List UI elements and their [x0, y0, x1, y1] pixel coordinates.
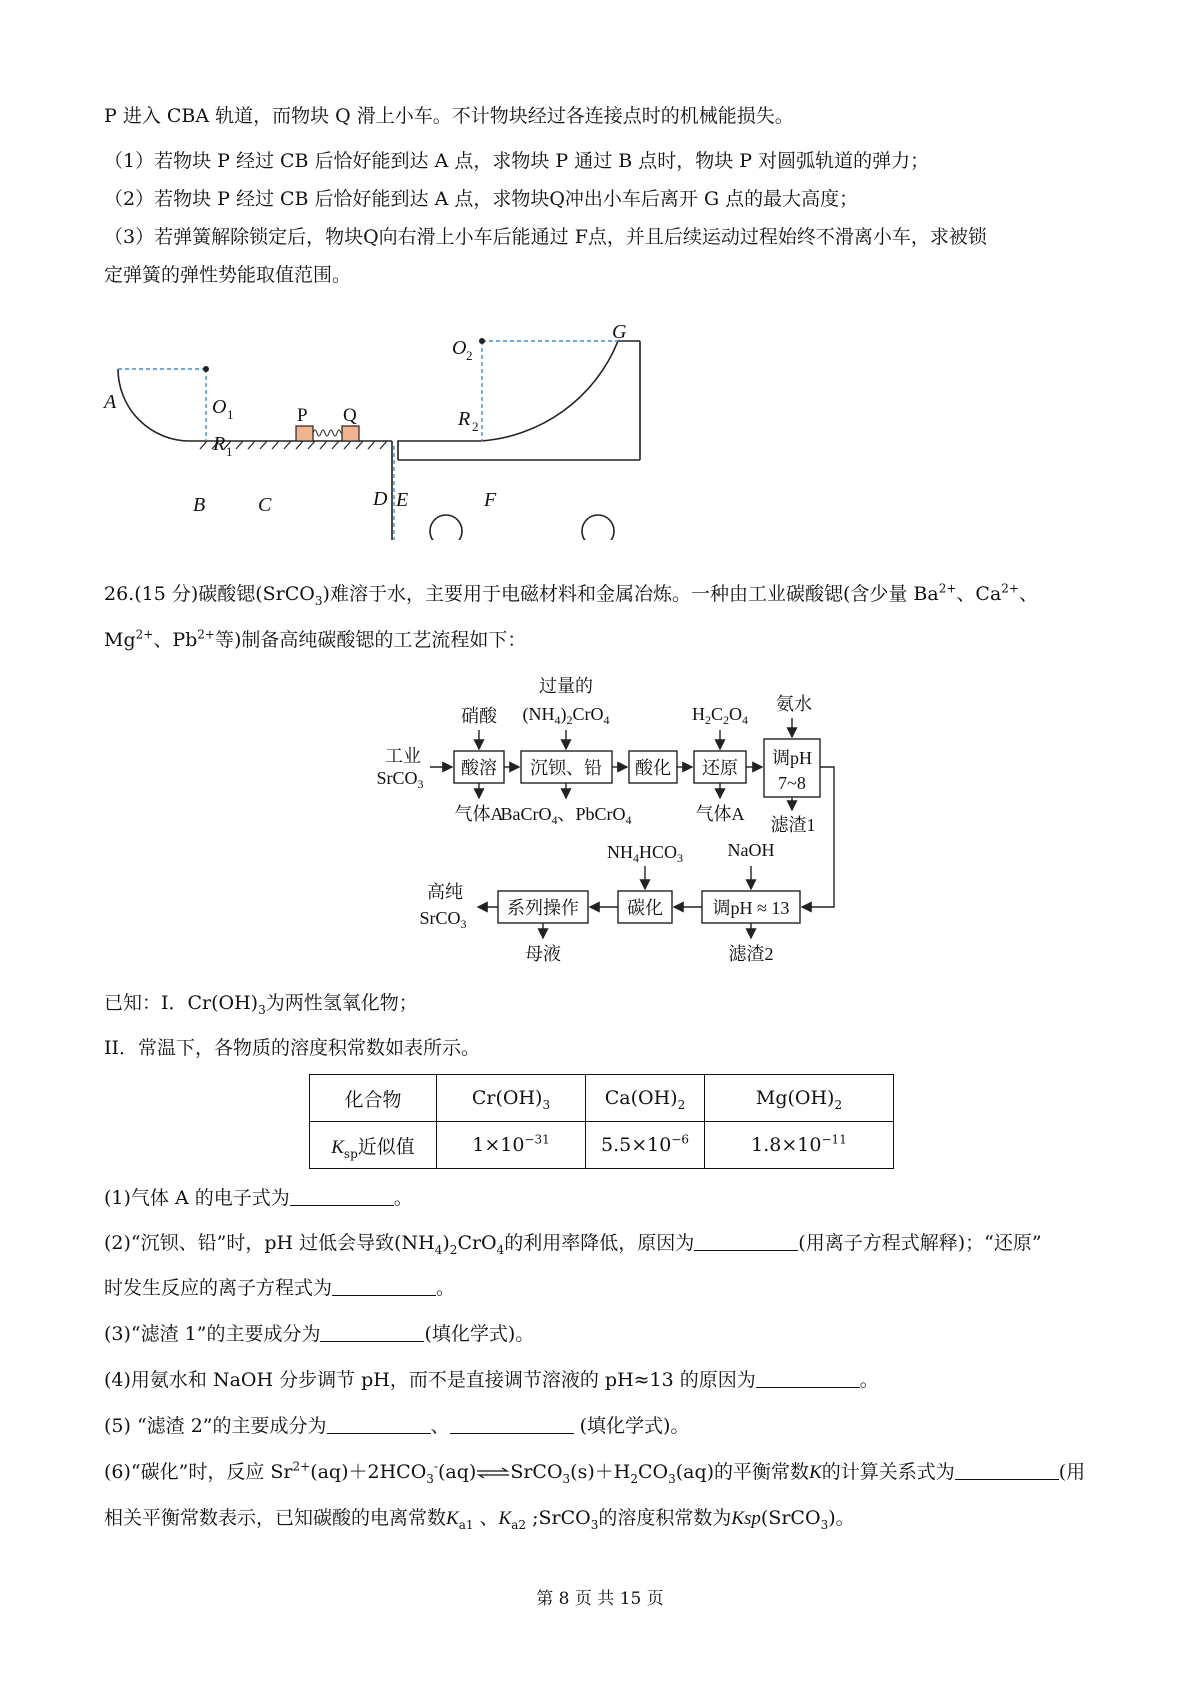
ksp-header-croh3: $Cr(OH)_3$ — [437, 1075, 586, 1122]
ksp-value-caoh2: $5.5\times 10^{-6}$ — [586, 1122, 705, 1169]
ksp-header-row — [310, 1075, 894, 1122]
flow-reagent-nh4hco3: $NH_4HCO_3$ — [606, 842, 684, 865]
flow-box-precipitate: 沉钡、铅 — [530, 758, 602, 778]
label-R2: R — [458, 408, 471, 430]
answer-blank[interactable] — [450, 1415, 574, 1434]
flow-product-1: 高纯 — [427, 882, 463, 902]
ksp-header-caoh2: $Ca(OH)_2$ — [586, 1075, 705, 1122]
equilibrium-arrow-icon — [476, 1460, 510, 1486]
svg-text:2: 2 — [466, 348, 473, 363]
svg-text:2: 2 — [472, 419, 479, 434]
flow-box-acid-dissolve: 酸溶 — [461, 758, 497, 778]
label-F: F — [484, 489, 497, 511]
flow-box-reduce: 还原 — [702, 758, 738, 778]
label-E: E — [396, 489, 409, 511]
p25-q2: （2）若物块 P 经过 CB 后恰好能到达 A 点，求物块Q冲出小车后离开 G 点的最大高度； — [104, 188, 859, 210]
flow-box-ph-a: 调pH — [772, 748, 812, 768]
p26-q2: (2)“沉钡、铅”时，pH 过低会导致$(NH_4)_2CrO_4$的利用率降低，原因为 (用离子方程式解释)；“还原” — [104, 1232, 1042, 1257]
flow-reagent-cro4-label: 过量的 — [539, 676, 593, 696]
flow-reagent-hno3: 硝酸 — [461, 706, 497, 726]
label-P: P — [297, 405, 308, 426]
answer-blank[interactable] — [694, 1232, 798, 1251]
answer-blank[interactable] — [955, 1461, 1059, 1480]
ksp-header-compound: 化合物 — [310, 1075, 437, 1122]
answer-blank[interactable] — [320, 1323, 424, 1342]
flow-out-mother-liquor: 母液 — [525, 944, 561, 964]
p26-q1: (1)气体 A 的电子式为 。 — [104, 1187, 413, 1209]
p26-intro: 26.(15 分)碳酸锶(SrCO$_3$)难溶于水，主要用于电磁材料和金属冶炼。一种由工业碳酸锶(含少量 $Ba^{2+}$、$Ca^{2+}$、 — [104, 581, 1038, 608]
answer-blank[interactable] — [756, 1369, 860, 1388]
ksp-header-mgoh2: $Mg(OH)_2$ — [705, 1075, 894, 1122]
p25-q1: （1）若物块 P 经过 CB 后恰好能到达 A 点，求物块 P 通过 B 点时，物块 P 对圆弧轨道的弹力； — [104, 150, 930, 172]
flow-box-operations: 系列操作 — [507, 898, 579, 918]
p26-q6: (6)“碳化”时，反应 $Sr^{2+}(aq)+2HCO_3^-(aq)$ $SrCO_3(s)+H_2CO_3(aq)$的平衡常数K的计算关系式为 (用 — [104, 1459, 1086, 1486]
ksp-row-label: $K_{sp}$近似值 — [310, 1122, 437, 1169]
flow-reagent-naoh: NaOH — [727, 840, 775, 860]
p26-q3: (3)“滤渣 1”的主要成分为 (填化学式)。 — [104, 1323, 535, 1345]
label-C: C — [258, 494, 272, 516]
flow-out-residue-2: 滤渣2 — [728, 944, 774, 964]
page-footer: 第 8 页 共 15 页 — [536, 1589, 664, 1609]
p26-known-1: 已知：I．$Cr(OH)_3$为两性氢氧化物； — [104, 992, 418, 1017]
flow-input-2: SrCO$_3$ — [376, 768, 424, 791]
answer-blank[interactable] — [327, 1415, 431, 1434]
p26-q2-cont: 时发生反应的离子方程式为 。 — [104, 1277, 456, 1299]
ksp-value-row — [310, 1122, 894, 1169]
flow-box-acidify: 酸化 — [635, 758, 671, 778]
p26-intro-cont: $Mg^{2+}$、$Pb^{2+}$等)制备高纯碳酸锶的工艺流程如下： — [104, 627, 527, 651]
flow-out-gas-a-2: 气体A — [695, 804, 745, 824]
answer-blank[interactable] — [332, 1277, 436, 1296]
p25-q3: （3）若弹簧解除锁定后，物块Q向右滑上小车后能通过 F点，并且后续运动过程始终不滑离小车，求被锁 — [104, 226, 987, 248]
svg-text:1: 1 — [226, 444, 233, 459]
ksp-table — [309, 1074, 894, 1169]
flow-out-gas-a-1: 气体A — [454, 804, 504, 824]
flow-reagent-cro4: $(NH_4)_2CrO_4$ — [522, 704, 610, 727]
label-O1: O — [212, 396, 227, 418]
p26-q4: (4)用氨水和 NaOH 分步调节 pH，而不是直接调节溶液的 pH≈13 的原因为 。 — [104, 1369, 879, 1391]
flow-box-carbonize: 碳化 — [627, 898, 663, 918]
flow-box-ph-b: 7~8 — [778, 773, 806, 793]
label-R1: R — [213, 433, 226, 455]
p26-q6-cont: 相关平衡常数表示，已知碳酸的电离常数$K_{a1}$ 、$K_{a2}$ ;SrCO$_3$的溶度积常数为Ksp(SrCO$_3$)。 — [104, 1507, 855, 1532]
label-O2: O — [452, 337, 467, 359]
label-D: D — [373, 488, 388, 510]
p25-q3-cont: 定弹簧的弹性势能取值范围。 — [104, 264, 352, 286]
ksp-value-croh3: $1\times 10^{-31}$ — [437, 1122, 586, 1169]
label-B: B — [193, 494, 206, 516]
label-G: G — [612, 321, 627, 343]
answer-blank[interactable] — [290, 1187, 394, 1206]
svg-text:1: 1 — [227, 407, 234, 422]
flow-product-2: SrCO$_3$ — [419, 908, 467, 931]
flow-box-ph13: 调pH ≈ 13 — [712, 898, 790, 918]
ksp-value-mgoh2: $1.8\times 10^{-11}$ — [705, 1122, 894, 1169]
label-A: A — [104, 391, 117, 413]
flow-out-residue-1: 滤渣1 — [770, 815, 816, 835]
flow-reagent-h2c2o4: $H_2C_2O_4$ — [691, 704, 749, 727]
flow-out-precipitate: BaCrO$_4$、PbCrO$_4$ — [500, 804, 632, 827]
flow-input-1: 工业 — [385, 746, 421, 766]
mechanics-figure — [0, 0, 1200, 540]
process-flowchart — [0, 670, 1200, 970]
p26-known-2: II．常温下，各物质的溶度积常数如表所示。 — [104, 1037, 481, 1059]
label-Q: Q — [343, 405, 357, 426]
p26-q5: (5) “滤渣 2”的主要成分为 、 (填化学式)。 — [104, 1415, 690, 1437]
flow-reagent-nh3: 氨水 — [776, 694, 812, 714]
p25-intro: P 进入 CBA 轨道，而物块 Q 滑上小车。不计物块经过各连接点时的机械能损失。 — [104, 105, 794, 127]
